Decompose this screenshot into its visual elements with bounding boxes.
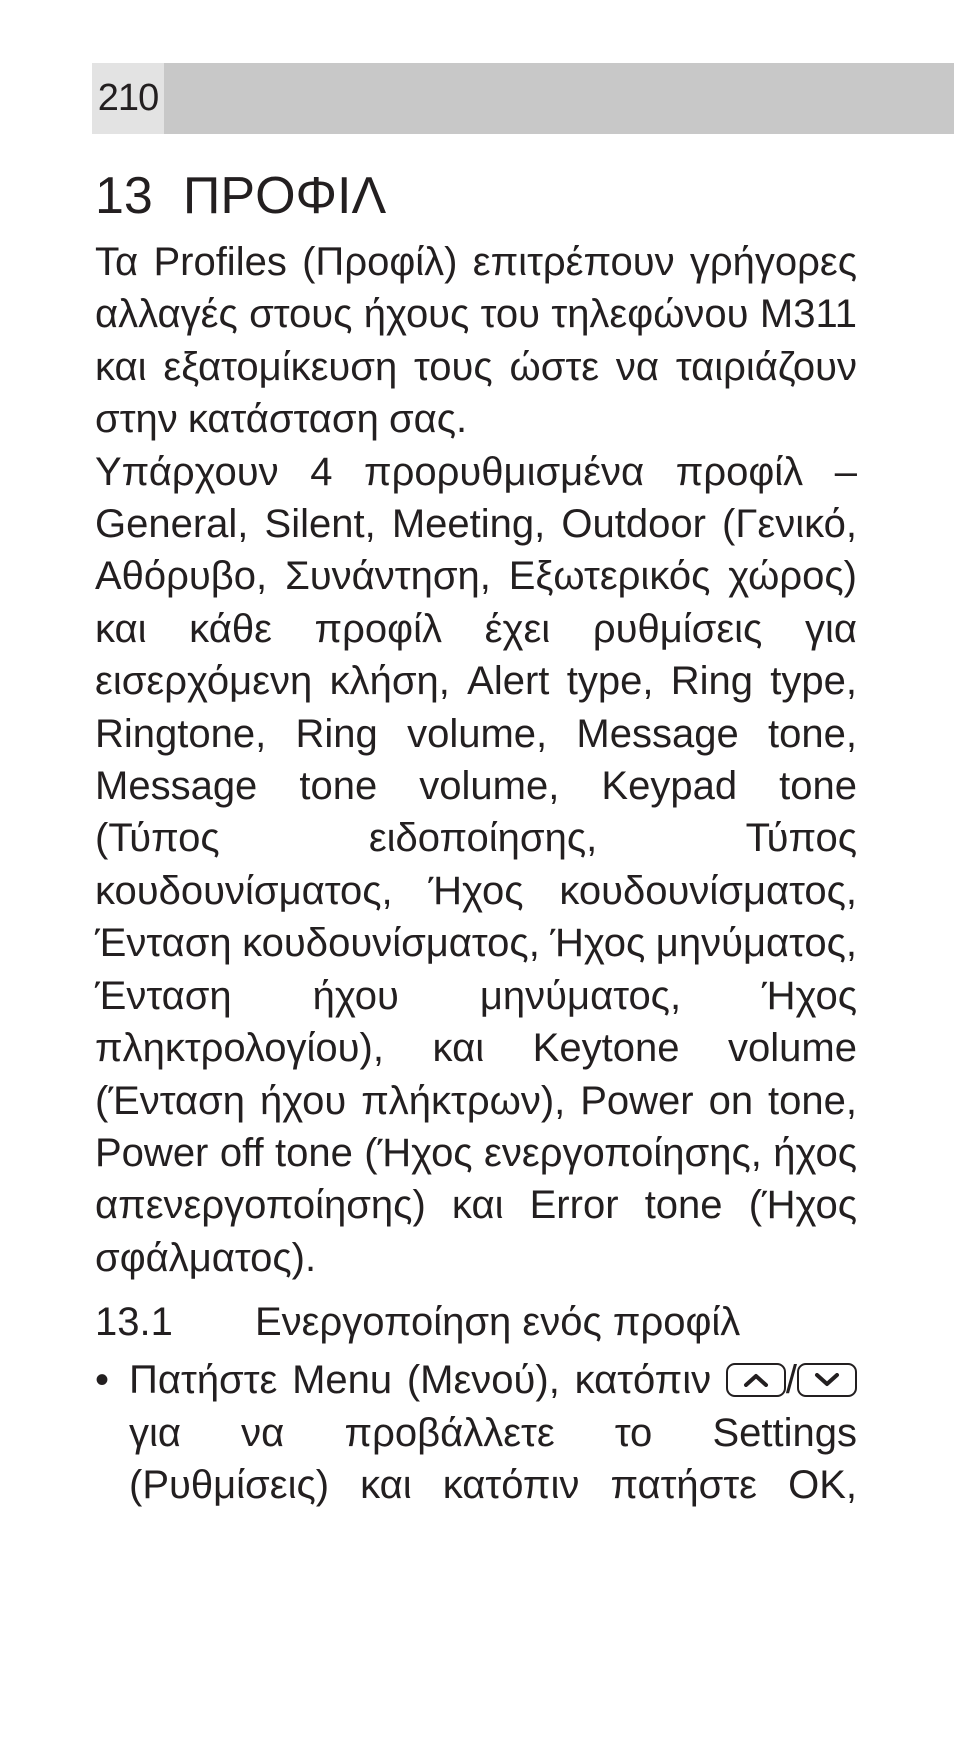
instruction-bullet xyxy=(95,1354,857,1511)
page-content xyxy=(95,162,857,1511)
chevron-up-key-icon xyxy=(726,1363,786,1397)
bullet-text-before: Πατήστε Menu (Μενού), κατόπιν xyxy=(129,1358,712,1403)
intro-paragraph: Τα Profiles (Προφίλ) επιτρέπουν γρήγορες αλλαγές στους ήχους του τηλεφώνου M311 και εξατομίκευση τους ώστε να ταιριάζουν στην κατάσταση σας. xyxy=(95,240,857,442)
section-title xyxy=(95,1296,857,1348)
section-title-text: Ενεργοποίηση ενός προφίλ xyxy=(255,1300,741,1345)
bullet-marker: • xyxy=(95,1358,110,1403)
chapter-title-text: ΠΡΟΦΙΛ xyxy=(182,167,387,225)
profiles-paragraph: Υπάρχουν 4 προρυθμισμένα προφίλ – General, Silent, Meeting, Outdoor (Γενικό, Αθόρυβο, Συνάντηση, Εξωτερικός χώρος) και κάθε προφίλ έχει ρυθμίσεις για εισερχόμενη κλήση, Alert type, Ring type, Ringtone, Ring volume, Message tone, Message tone volume, Keypad tone (Τύπος ειδοποίησης, Τύπος κουδουνίσματος, Ήχος κουδουνίσματος, Ένταση κουδουνίσματος, Ήχος μηνύματος, Ένταση ήχου μηνύματος, Ήχος πληκτρολογίου), και Keytone volume (Ένταση ήχου πλήκτρων), Power on tone, Power off tone (Ήχος ενεργοποίησης, ήχος απενεργοποίησης) και Error tone (Ήχος σφάλματος). xyxy=(95,449,857,1280)
chapter-title xyxy=(95,162,857,230)
page-number: 210 xyxy=(92,63,164,134)
bullet-text-after: για να προβάλλετε το Settings (Ρυθμίσεις) και κατόπιν πατήστε OK, xyxy=(129,1410,857,1507)
chevron-down-key-icon xyxy=(797,1363,857,1397)
page-header-bar xyxy=(92,63,954,134)
chapter-number: 13 xyxy=(95,167,153,225)
section-number: 13.1 xyxy=(95,1300,173,1345)
bullet-separator: / xyxy=(785,1358,797,1403)
